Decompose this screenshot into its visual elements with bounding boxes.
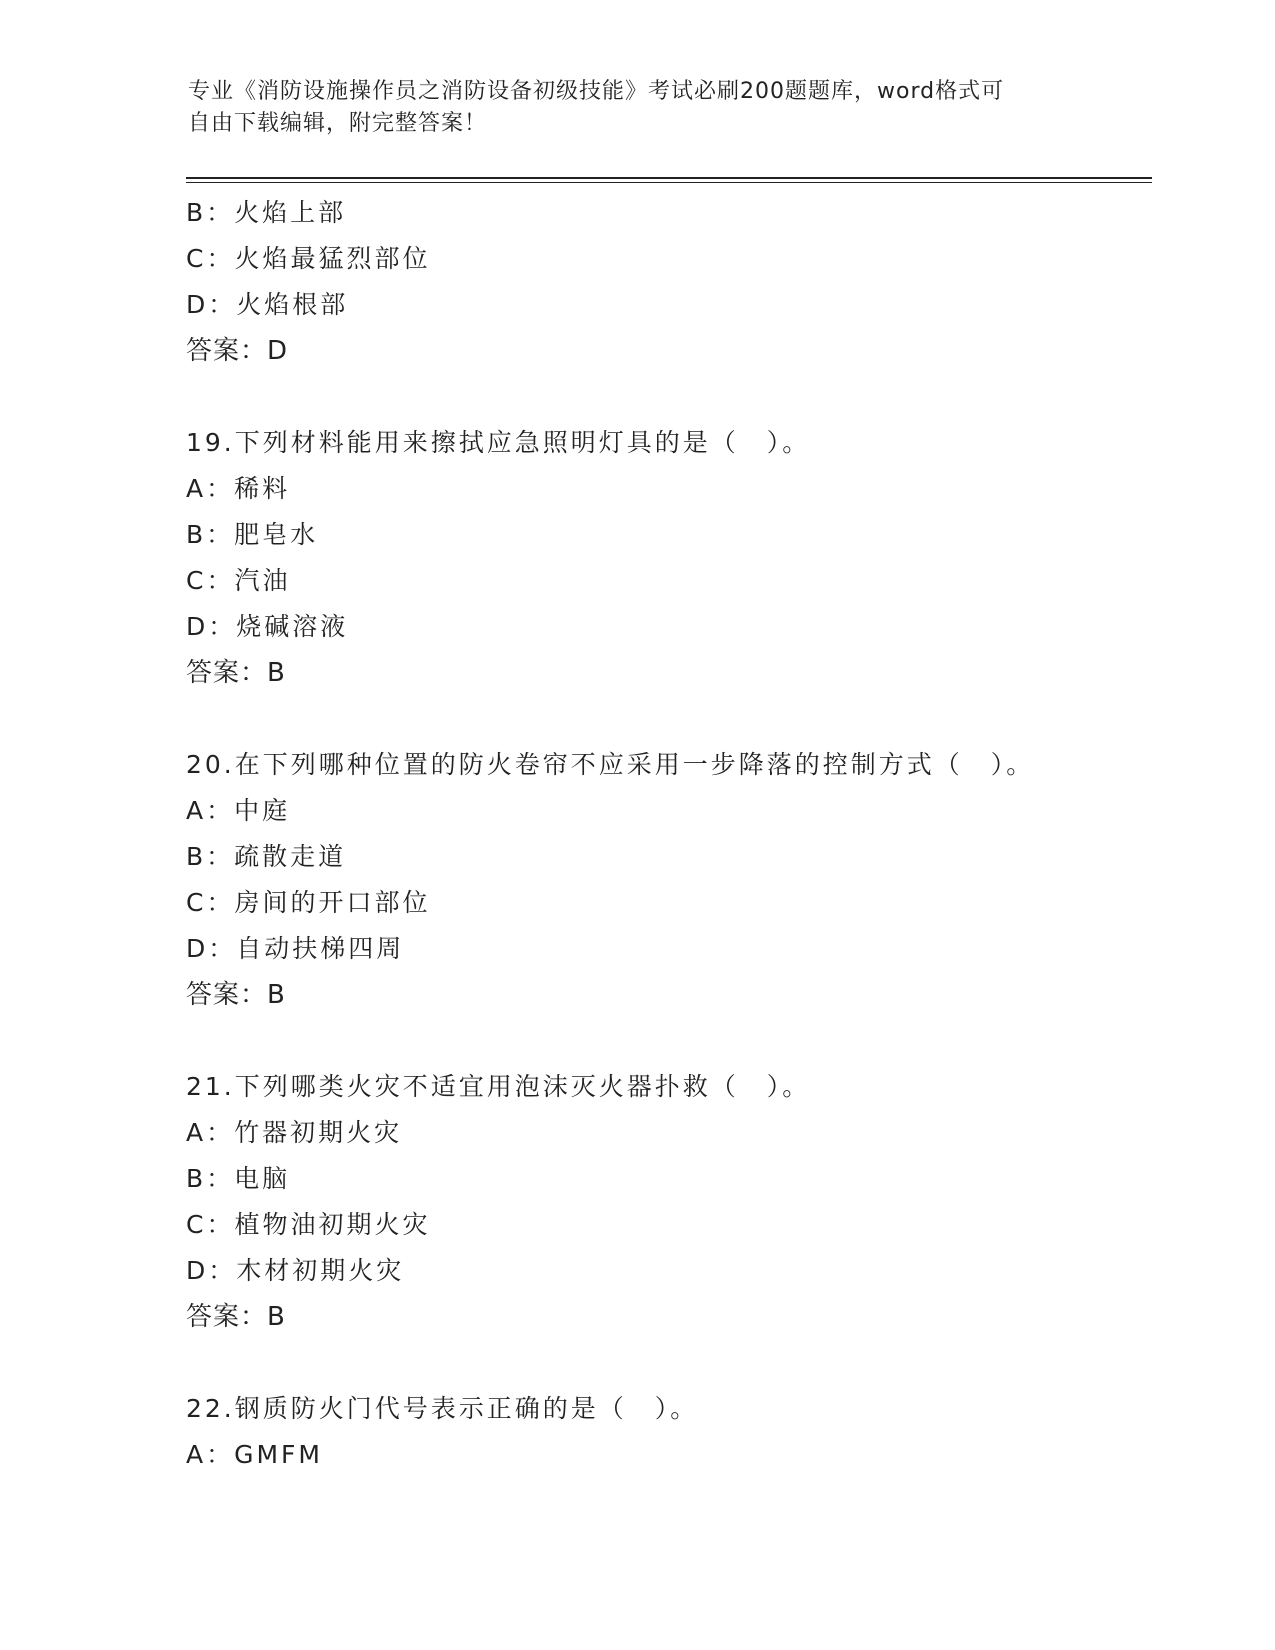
option-a: A：中庭: [186, 796, 291, 825]
option-c: C：植物油初期火灾: [186, 1210, 431, 1239]
answer-line: 答案：B: [186, 658, 286, 688]
option-d: D：火焰根部: [186, 290, 349, 319]
answer-line: 答案：D: [186, 336, 289, 366]
question-stem: 19.下列材料能用来擦拭应急照明灯具的是（ ）。: [186, 428, 811, 457]
option-d: D：木材初期火灾: [186, 1256, 405, 1285]
option-c: C：汽油: [186, 566, 291, 595]
question-stem: 21.下列哪类火灾不适宜用泡沫灭火器扑救（ ）。: [186, 1072, 811, 1101]
option-c: C：房间的开口部位: [186, 888, 431, 917]
option-a: A：GMFM: [186, 1440, 324, 1469]
option-d: D：自动扶梯四周: [186, 934, 405, 963]
header-divider: [186, 177, 1152, 179]
option-c: C：火焰最猛烈部位: [186, 244, 431, 273]
option-a: A：竹器初期火灾: [186, 1118, 403, 1147]
header-line-2: 自由下载编辑，附完整答案！: [188, 111, 488, 136]
option-a: A：稀料: [186, 474, 291, 503]
question-20: [186, 742, 1146, 1018]
option-d: D：烧碱溶液: [186, 612, 349, 641]
question-stem: 22.钢质防火门代号表示正确的是（ ）。: [186, 1394, 699, 1423]
question-21: [186, 1064, 1146, 1340]
question-list: [186, 190, 1146, 1478]
answer-line: 答案：B: [186, 1302, 286, 1332]
question-19: [186, 420, 1146, 696]
option-b: B：电脑: [186, 1164, 291, 1193]
document-header: [188, 76, 1088, 140]
answer-line: 答案：B: [186, 980, 286, 1010]
option-b: B：疏散走道: [186, 842, 347, 871]
option-b: B：肥皂水: [186, 520, 319, 549]
question-22: [186, 1386, 1146, 1478]
question-stem: 20.在下列哪种位置的防火卷帘不应采用一步降落的控制方式（ ）。: [186, 750, 1035, 779]
option-b: B：火焰上部: [186, 198, 347, 227]
header-divider-thin: [186, 182, 1152, 183]
header-line-1: 专业《消防设施操作员之消防设备初级技能》考试必刷200题题库，word格式可: [188, 79, 1005, 104]
question-18-continued: [186, 190, 1146, 374]
